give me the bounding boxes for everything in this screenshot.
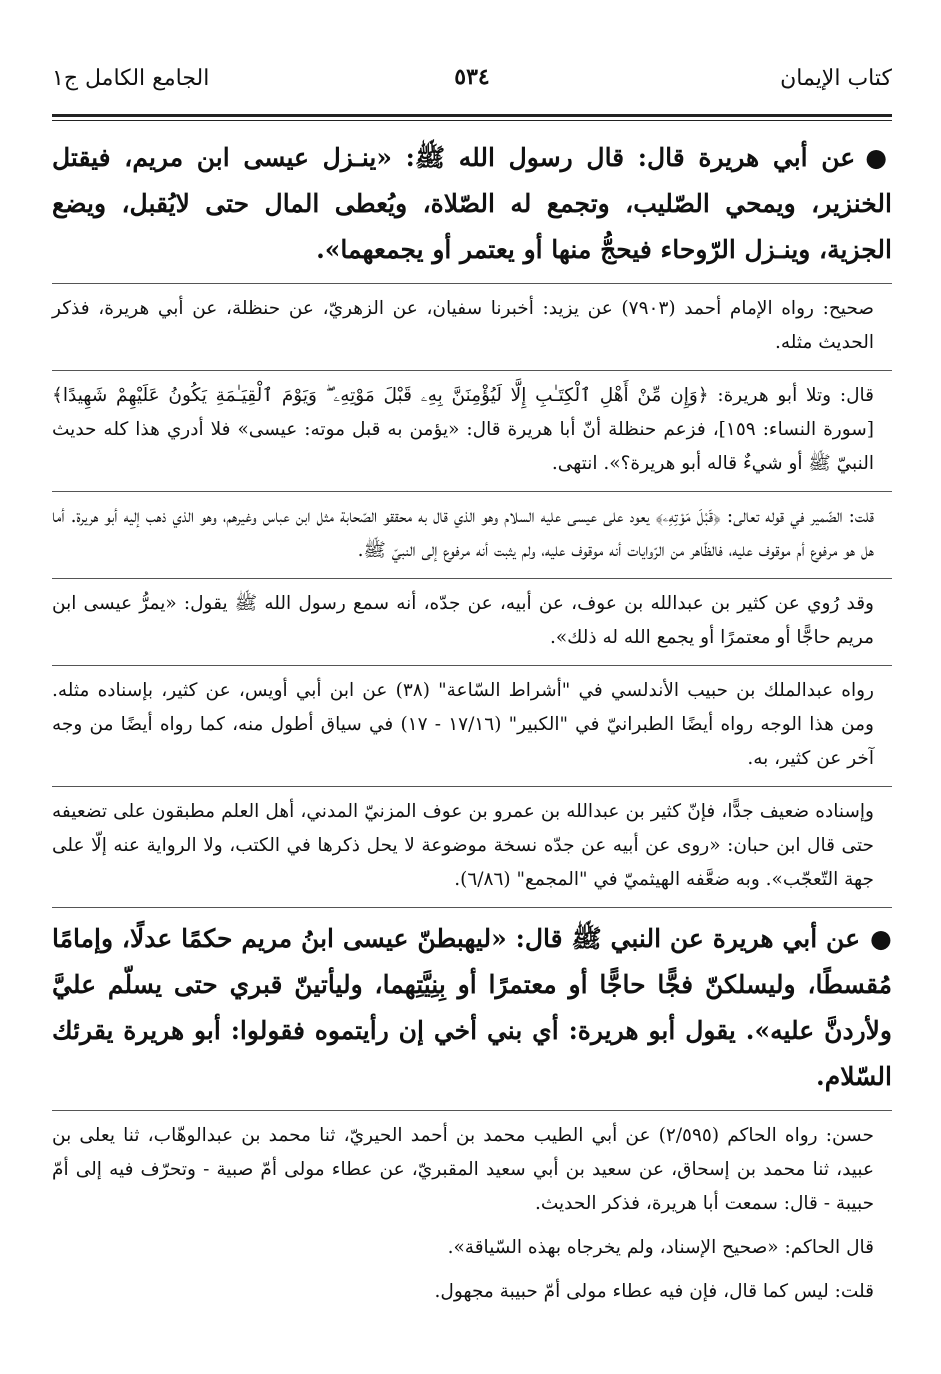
grading-paragraph-1: صحيح: رواه الإمام أحمد (٧٩٠٣) عن يزيد: أخبرنا سفيان، عن الزهريّ، عن حنظلة، عن أبي هريرة، فذكر الحديث مثله.: [52, 298, 874, 353]
section-divider: [52, 370, 892, 371]
section-divider: [52, 786, 892, 787]
bullet-icon: ●: [865, 143, 892, 172]
hakim-paragraph: قال الحاكم: «صحيح الإسناد، ولم يخرجاه بهذه السّياقة».: [447, 1237, 874, 1258]
page-body: [52, 135, 892, 1309]
section-divider: [52, 665, 892, 666]
kathir-paragraph: وقد رُوي عن كثير بن عبدالله بن عوف، عن أبيه، عن جدّه، أنه سمع رسول الله ﷺ يقول: «يمرُّ عيسى ابن مريم حاجًّا أو معتمرًا أو يجمع الله له ذلك».: [52, 593, 874, 648]
header-rule-thick: [52, 114, 892, 117]
hadith-text-1: عن أبي هريرة قال: قال رسول الله ﷺ: «ينـزل عيسى ابن مريم، فيقتل الخنزير، ويمحي الصّليب، وتجمع له الصّلاة، ويُعطى المال حتى لايُقبل، ويضع الجزية، وينـزل الرّوحاء فيحجُّ منها أو يعتمر أو يجمعهما».: [52, 143, 892, 264]
hadith-paragraph-1: [52, 135, 892, 273]
hadith-text-2: عن أبي هريرة عن النبي ﷺ قال: «ليهبطنّ عيسى ابنُ مريم حكمًا عدلًا، وإمامًا مُقسطًا، وليسلكنّ فجًّا حاجًّا أو معتمرًا أو بِنِيَّتِهما، وليأتينّ قبري حتى يسلّم عليَّ ولأردنَّ عليه». يقول أبو هريرة: أي بني أخي إن رأيتموه فقولوا: أبو هريرة يقرئك السّلام.: [52, 924, 892, 1091]
final-comment-paragraph: قلت: ليس كما قال، فإن فيه عطاء مولى أمّ حبيبة مجهول.: [434, 1281, 874, 1302]
page-number: ٥٣٤: [454, 64, 490, 90]
grading-paragraph-2: حسن: رواه الحاكم (٢/٥٩٥) عن أبي الطيب محمد بن أحمد الحيريّ، ثنا محمد بن عبدالوهّاب، ثنا يعلى بن عبيد، ثنا محمد بن إسحاق، عن سعيد بن أبي سعيد المقبريّ، عن عطاء مولى أمّ صبية - وتحرّف فيه إلى أمّ حبيبة - قال: سمعت أبا هريرة، فذكر الحديث.: [52, 1125, 874, 1214]
section-divider: [52, 1110, 892, 1111]
comment-paragraph: قلت: الضّمير في قوله تعالى: ﴿قَبْلَ مَوْتِهِۦ﴾ يعود على عيسى عليه السلام وهو الذي قال به محققو الصّحابة مثل ابن عباس وغيرهم، وهو الذي ذهب إليه أبو هريرة. أما هل هو مرفوع أم موقوف عليه، فالظّاهر من الرّوايات أنه موقوف عليه، ولم يثبت أنه مرفوع إلى النبيّ ﷺ.: [52, 506, 874, 561]
isnad-paragraph: وإسناده ضعيف جدًّا، فإنّ كثير بن عبدالله بن عمرو بن عوف المزنيّ المدني، أهل العلم مطبقون على تضعيفه حتى قال ابن حبان: «روى عن أبيه عن جدّه نسخة موضوعة لا يحل ذكرها في الكتب، ولا الرواية عنه إلّا على جهة التّعجّب». وبه ضعَّفه الهيثميّ في "المجمع" (٦/٨٦).: [52, 801, 874, 890]
section-divider: [52, 491, 892, 492]
running-header: [52, 62, 892, 106]
book-page: [52, 62, 892, 1352]
book-title: كتاب الإيمان: [780, 66, 892, 91]
section-divider: [52, 578, 892, 579]
verse-paragraph: قال: وتلا أبو هريرة: ﴿وَإِن مِّنْ أَهْلِ ٱلْكِتَـٰبِ إِلَّا لَيُؤْمِنَنَّ بِهِۦ قَبْلَ مَوْتِهِۦ ۖ وَيَوْمَ ٱلْقِيَـٰمَةِ يَكُونُ عَلَيْهِمْ شَهِيدًا﴾ [سورة النساء: ١٥٩]، فزعم حنظلة أنّ أبا هريرة قال: «يؤمن به قبل موته: عيسى» فلا أدري هذا كله حديث النبيّ ﷺ أو شيءٌ قاله أبو هريرة؟». انتهى.: [52, 385, 874, 474]
section-divider: [52, 907, 892, 908]
collection-title: الجامع الكامل ج١: [52, 66, 210, 91]
hadith-paragraph-2: [52, 916, 892, 1100]
abdulmalik-paragraph: رواه عبدالملك بن حبيب الأندلسي في "أشراط السّاعة" (٣٨) عن ابن أبي أويس، عن كثير، بإسناده مثله. ومن هذا الوجه رواه أيضًا الطبرانيّ في "الكبير" (١٧/١٦ - ١٧) في سياق أطول منه، كما رواه أيضًا من وجه آخر عن كثير، به.: [52, 680, 874, 769]
header-rule-thin: [52, 120, 892, 121]
bullet-icon: ●: [870, 924, 892, 953]
section-divider: [52, 283, 892, 284]
